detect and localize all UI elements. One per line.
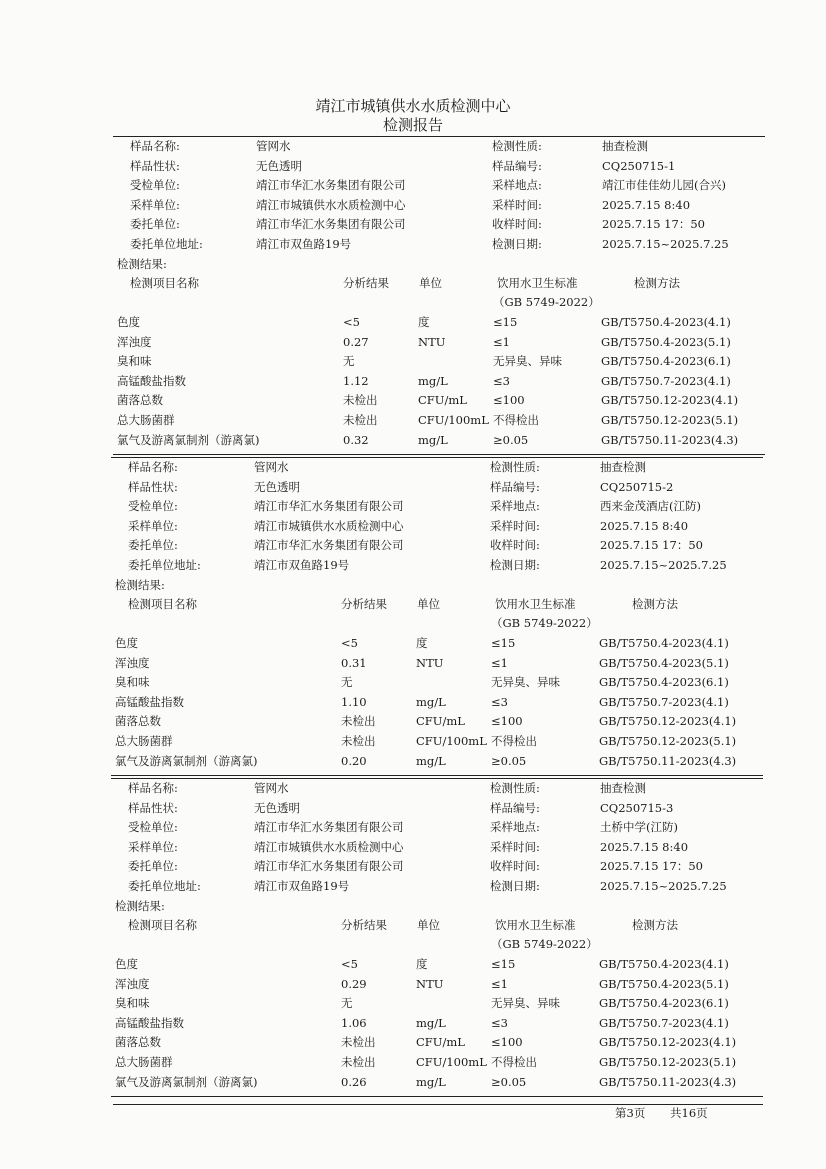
label-sample-name: 样品名称: [128,460,178,474]
cell-unit: NTU [416,655,444,670]
label-client-unit: 委托单位: [130,217,180,232]
value-sample-no: CQ250715-1 [602,158,676,173]
cell-item: 菌落总数 [117,393,163,408]
value-inspected-unit: 靖江市华汇水务集团有限公司 [256,178,406,193]
cell-item: 臭和味 [115,675,150,690]
col-header-unit: 单位 [417,918,440,932]
label-sampling-site: 采样地点: [492,178,542,193]
cell-unit: CFU/100mL [416,1055,487,1069]
cell-result: 1.12 [343,373,369,388]
cell-item: 臭和味 [115,996,150,1011]
label-sampling-site: 采样地点: [490,499,540,514]
value-sample-name: 管网水 [254,781,289,795]
cell-method: GB/T5750.4-2023(5.1) [601,334,731,349]
cell-result: 0.26 [341,1074,367,1089]
cell-item: 总大肠菌群 [117,413,175,427]
col-header-standard-code: （GB 5749-2022） [491,616,598,630]
value-sample-no: CQ250715-3 [600,800,674,815]
col-header-item: 检测项目名称 [128,597,197,611]
cell-method: GB/T5750.4-2023(4.1) [601,315,731,329]
cell-standard: ≤15 [493,315,518,329]
cell-item: 氯气及游离氯制剂（游离氯) [115,1074,258,1089]
value-sampling-time: 2025.7.15 8:40 [600,839,689,854]
cell-result: 未检出 [343,413,378,427]
cell-item: 高锰酸盐指数 [115,1015,184,1030]
cell-standard: ≤100 [491,1035,523,1050]
col-header-method: 检测方法 [632,597,678,611]
col-header-result: 分析结果 [341,918,387,932]
cell-standard: ≤1 [493,334,510,349]
cell-result: <5 [341,957,358,971]
cell-unit: mg/L [416,694,446,709]
value-receive-time: 2025.7.15 17：50 [600,859,703,874]
cell-unit: NTU [416,976,444,991]
label-sample-name: 样品名称: [130,139,180,153]
cell-standard: ≤3 [493,373,510,388]
cell-item: 色度 [115,957,138,971]
cell-standard: ≥0.05 [491,1074,527,1089]
cell-method: GB/T5750.11-2023(4.3) [599,1074,737,1089]
cell-item: 氯气及游离氯制剂（游离氯) [117,432,260,447]
label-test-date: 检测日期: [490,879,540,893]
value-sample-no: CQ250715-2 [600,479,674,494]
cell-unit: CFU/mL [416,1035,465,1050]
results-label: 检测结果: [115,899,165,913]
cell-unit: CFU/100mL [418,413,489,427]
value-client-address: 靖江市双鱼路19号 [254,558,350,572]
label-receive-time: 收样时间: [490,538,540,553]
label-client-address: 委托单位地址: [130,237,203,251]
cell-item: 浑浊度 [115,655,150,670]
cell-item: 菌落总数 [115,714,161,729]
cell-unit: 度 [416,636,428,650]
cell-standard: 不得检出 [493,413,539,427]
cell-result: 0.20 [341,753,367,768]
section-bottom-rule [113,454,765,455]
cell-result: 1.10 [341,694,367,709]
label-sample-name: 样品名称: [128,781,178,795]
value-sampling-time: 2025.7.15 8:40 [600,518,689,533]
section-bottom-rule [111,775,763,776]
value-receive-time: 2025.7.15 17：50 [600,538,703,553]
cell-result: 未检出 [343,393,378,408]
page-total: 共16页 [670,1106,708,1120]
cell-method: GB/T5750.4-2023(5.1) [599,655,729,670]
label-test-nature: 检测性质: [490,781,540,795]
label-sampling-unit: 采样单位: [130,197,180,212]
cell-method: GB/T5750.4-2023(4.1) [599,636,729,650]
label-test-nature: 检测性质: [490,460,540,474]
value-test-date: 2025.7.15~2025.7.25 [602,237,729,251]
cell-standard: ≤100 [491,714,523,729]
cell-item: 高锰酸盐指数 [117,373,186,388]
value-inspected-unit: 靖江市华汇水务集团有限公司 [254,820,404,835]
cell-item: 高锰酸盐指数 [115,694,184,709]
report-title: 靖江市城镇供水水质检测中心 [315,97,511,115]
value-sampling-site: 西来金茂酒店(江防) [600,499,701,514]
cell-item: 色度 [117,315,140,329]
cell-standard: ≤1 [491,655,508,670]
page-number: 第3页 [615,1106,646,1120]
value-sample-name: 管网水 [256,139,291,153]
value-test-nature: 抽查检测 [602,139,648,153]
cell-item: 氯气及游离氯制剂（游离氯) [115,753,258,768]
col-header-standard: 饮用水卫生标准 [495,597,576,611]
value-sampling-unit: 靖江市城镇供水水质检测中心 [254,839,404,854]
col-header-item: 检测项目名称 [128,918,197,932]
label-sampling-unit: 采样单位: [128,839,178,854]
value-test-nature: 抽查检测 [600,781,646,795]
col-header-standard-code: （GB 5749-2022） [493,295,600,309]
col-header-result: 分析结果 [341,597,387,611]
label-sampling-time: 采样时间: [490,839,540,854]
cell-result: 无 [341,996,353,1011]
cell-method: GB/T5750.12-2023(5.1) [599,734,737,748]
cell-result: 0.31 [341,655,367,670]
cell-standard: 不得检出 [491,1055,537,1069]
col-header-standard: 饮用水卫生标准 [497,276,578,290]
section-rule [113,136,765,137]
label-receive-time: 收样时间: [490,859,540,874]
label-sample-state: 样品性状: [128,800,178,815]
cell-unit: CFU/mL [416,714,465,729]
col-header-unit: 单位 [419,276,442,290]
cell-method: GB/T5750.4-2023(5.1) [599,976,729,991]
cell-standard: 无异臭、异味 [493,354,562,369]
value-client-address: 靖江市双鱼路19号 [254,879,350,893]
value-test-date: 2025.7.15~2025.7.25 [600,558,727,572]
cell-result: 0.27 [343,334,369,349]
value-sample-state: 无色透明 [254,479,300,494]
label-sampling-time: 采样时间: [492,197,542,212]
section-rule [111,457,763,458]
value-sampling-site: 靖江市佳佳幼儿园(合兴) [602,178,726,193]
label-test-nature: 检测性质: [492,139,542,153]
label-sample-no: 样品编号: [490,479,540,494]
cell-method: GB/T5750.11-2023(4.3) [599,753,737,768]
cell-standard: ≤1 [491,976,508,991]
col-header-method: 检测方法 [632,918,678,932]
col-header-standard-code: （GB 5749-2022） [491,937,598,951]
cell-standard: ≤15 [491,636,516,650]
cell-unit: mg/L [418,373,448,388]
col-header-item: 检测项目名称 [130,276,199,290]
label-sample-no: 样品编号: [490,800,540,815]
label-client-address: 委托单位地址: [128,558,201,572]
section-bottom-rule [111,1096,763,1097]
value-client-unit: 靖江市华汇水务集团有限公司 [254,538,404,553]
cell-result: 0.29 [341,976,367,991]
value-test-nature: 抽查检测 [600,460,646,474]
col-header-method: 检测方法 [634,276,680,290]
cell-method: GB/T5750.4-2023(6.1) [601,354,731,369]
cell-method: GB/T5750.12-2023(4.1) [601,393,739,408]
cell-method: GB/T5750.4-2023(6.1) [599,996,729,1011]
value-inspected-unit: 靖江市华汇水务集团有限公司 [254,499,404,514]
cell-unit: 度 [418,315,430,329]
results-label: 检测结果: [115,578,165,592]
cell-method: GB/T5750.11-2023(4.3) [601,432,739,447]
cell-result: 无 [341,675,353,690]
results-label: 检测结果: [117,257,167,271]
cell-method: GB/T5750.7-2023(4.1) [601,373,731,388]
cell-result: 未检出 [341,734,376,748]
cell-method: GB/T5750.7-2023(4.1) [599,1015,729,1030]
cell-item: 臭和味 [117,354,152,369]
cell-unit: 度 [416,957,428,971]
label-sample-no: 样品编号: [492,158,542,173]
cell-result: 0.32 [343,432,369,447]
value-receive-time: 2025.7.15 17：50 [602,217,705,232]
label-sample-state: 样品性状: [130,158,180,173]
cell-unit: mg/L [416,753,446,768]
cell-result: <5 [343,315,360,329]
col-header-result: 分析结果 [343,276,389,290]
cell-standard: ≤3 [491,694,508,709]
cell-unit: CFU/mL [418,393,467,408]
label-receive-time: 收样时间: [492,217,542,232]
cell-result: <5 [341,636,358,650]
cell-unit: CFU/100mL [416,734,487,748]
value-client-unit: 靖江市华汇水务集团有限公司 [256,217,406,232]
cell-standard: 不得检出 [491,734,537,748]
value-sample-name: 管网水 [254,460,289,474]
label-test-date: 检测日期: [490,558,540,572]
cell-method: GB/T5750.12-2023(5.1) [599,1055,737,1069]
cell-item: 浑浊度 [115,976,150,991]
footer-rule [113,1104,763,1105]
cell-item: 总大肠菌群 [115,1055,173,1069]
cell-result: 无 [343,354,355,369]
label-test-date: 检测日期: [492,237,542,251]
cell-standard: ≤100 [493,393,525,408]
col-header-standard: 饮用水卫生标准 [495,918,576,932]
label-sampling-site: 采样地点: [490,820,540,835]
cell-result: 未检出 [341,1055,376,1069]
cell-method: GB/T5750.12-2023(4.1) [599,714,737,729]
cell-method: GB/T5750.12-2023(4.1) [599,1035,737,1050]
label-client-address: 委托单位地址: [128,879,201,893]
cell-result: 1.06 [341,1015,367,1030]
cell-standard: ≥0.05 [493,432,529,447]
label-sample-state: 样品性状: [128,479,178,494]
value-sample-state: 无色透明 [254,800,300,815]
cell-unit: mg/L [418,432,448,447]
cell-method: GB/T5750.4-2023(4.1) [599,957,729,971]
value-client-unit: 靖江市华汇水务集团有限公司 [254,859,404,874]
col-header-unit: 单位 [417,597,440,611]
cell-unit: NTU [418,334,446,349]
cell-standard: 无异臭、异味 [491,675,560,690]
cell-standard: ≤3 [491,1015,508,1030]
cell-method: GB/T5750.7-2023(4.1) [599,694,729,709]
label-client-unit: 委托单位: [128,859,178,874]
label-client-unit: 委托单位: [128,538,178,553]
value-test-date: 2025.7.15~2025.7.25 [600,879,727,893]
cell-item: 总大肠菌群 [115,734,173,748]
value-sampling-time: 2025.7.15 8:40 [602,197,691,212]
section-rule [111,778,763,779]
cell-unit: mg/L [416,1074,446,1089]
cell-method: GB/T5750.12-2023(5.1) [601,413,739,427]
cell-result: 未检出 [341,1035,376,1050]
value-sampling-site: 土桥中学(江防) [600,820,678,835]
cell-standard: ≥0.05 [491,753,527,768]
report-subtitle: 检测报告 [382,116,443,134]
cell-standard: 无异臭、异味 [491,996,560,1011]
cell-item: 菌落总数 [115,1035,161,1050]
cell-result: 未检出 [341,714,376,729]
label-sampling-time: 采样时间: [490,518,540,533]
label-inspected-unit: 受检单位: [128,499,178,514]
label-sampling-unit: 采样单位: [128,518,178,533]
value-client-address: 靖江市双鱼路19号 [256,237,352,251]
label-inspected-unit: 受检单位: [130,178,180,193]
value-sampling-unit: 靖江市城镇供水水质检测中心 [256,197,406,212]
cell-standard: ≤15 [491,957,516,971]
cell-unit: mg/L [416,1015,446,1030]
value-sampling-unit: 靖江市城镇供水水质检测中心 [254,518,404,533]
cell-item: 浑浊度 [117,334,152,349]
cell-item: 色度 [115,636,138,650]
value-sample-state: 无色透明 [256,158,302,173]
label-inspected-unit: 受检单位: [128,820,178,835]
cell-method: GB/T5750.4-2023(6.1) [599,675,729,690]
